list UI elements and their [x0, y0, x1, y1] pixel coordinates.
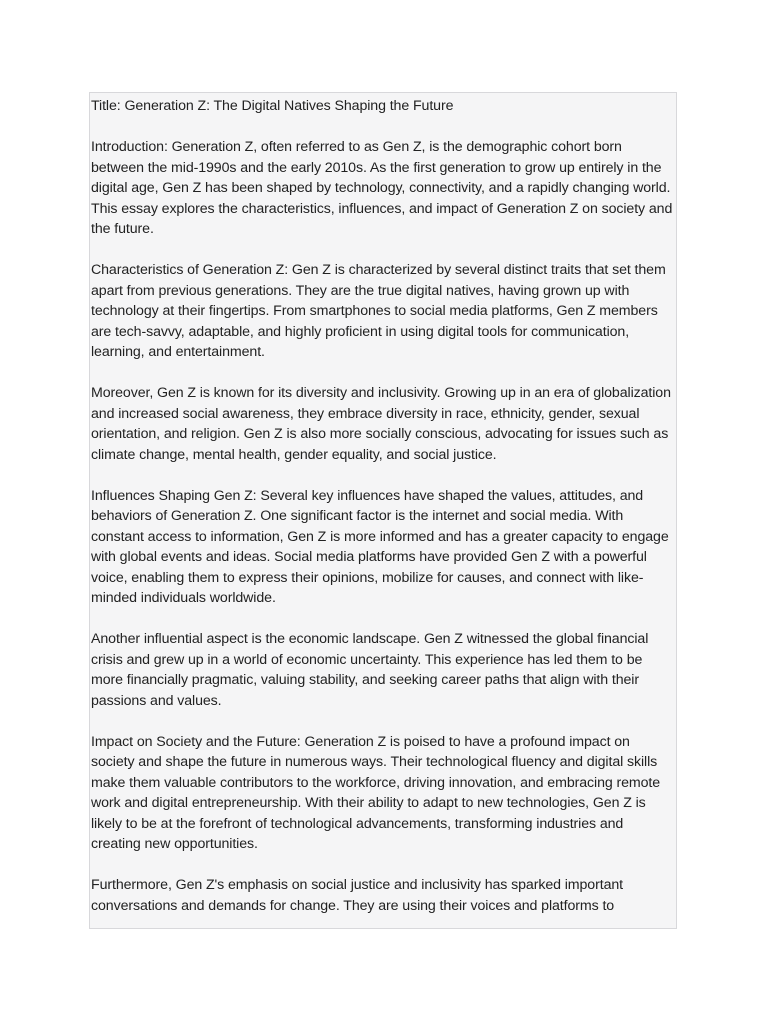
paragraph-economic: Another influential aspect is the economic landscape. Gen Z witnessed the global financial crisis and grew up in a world of economic uncertainty. This experience has led them to be more financially pragmatic, valuing stability, and seeking career paths that align with their passions and values.	[91, 631, 649, 709]
paragraph-diversity: Moreover, Gen Z is known for its diversity and inclusivity. Growing up in an era of globalization and increased social awareness, they embrace diversity in race, ethnicity, gender, sexual orientation, and religion. Gen Z is also more socially conscious, advocating for issues such as climate change, mental health, gender equality, and social justice.	[91, 385, 671, 463]
document-text-box	[89, 92, 677, 929]
paragraph-introduction: Introduction: Generation Z, often referred to as Gen Z, is the demographic cohort born between the mid-1990s and the early 2010s. As the first generation to grow up entirely in the digital age, Gen Z has been shaped by technology, connectivity, and a rapidly changing world. This essay explores the characteristics, influences, and impact of Generation Z on society and the future.	[91, 139, 673, 237]
paragraph-characteristics: Characteristics of Generation Z: Gen Z is characterized by several distinct traits that set them apart from previous generations. They are the true digital natives, having grown up with technology at their fingertips. From smartphones to social media platforms, Gen Z members are tech-savvy, adaptable, and highly proficient in using digital tools for communication, learning, and entertainment.	[91, 262, 666, 360]
paragraph-influences: Influences Shaping Gen Z: Several key influences have shaped the values, attitudes, and behaviors of Generation Z. One significant factor is the internet and social media. With constant access to information, Gen Z is more informed and has a greater capacity to engage with global events and ideas. Social media platforms have provided Gen Z with a powerful voice, enabling them to express their opinions, mobilize for causes, and connect with like-minded individuals worldwide.	[91, 487, 669, 606]
paragraph-impact: Impact on Society and the Future: Generation Z is poised to have a profound impact on society and shape the future in numerous ways. Their technological fluency and digital skills make them valuable contributors to the workforce, driving innovation, and embracing remote work and digital entrepreneurship. With their ability to adapt to new technologies, Gen Z is likely to be at the forefront of technological advancements, transforming industries and creating new opportunities.	[91, 733, 661, 852]
paragraph-social-justice: Furthermore, Gen Z's emphasis on social justice and inclusivity has sparked important conversations and demands for change. They are using their voices and platforms to	[91, 877, 623, 914]
document-title: Title: Generation Z: The Digital Natives Shaping the Future	[91, 98, 454, 114]
